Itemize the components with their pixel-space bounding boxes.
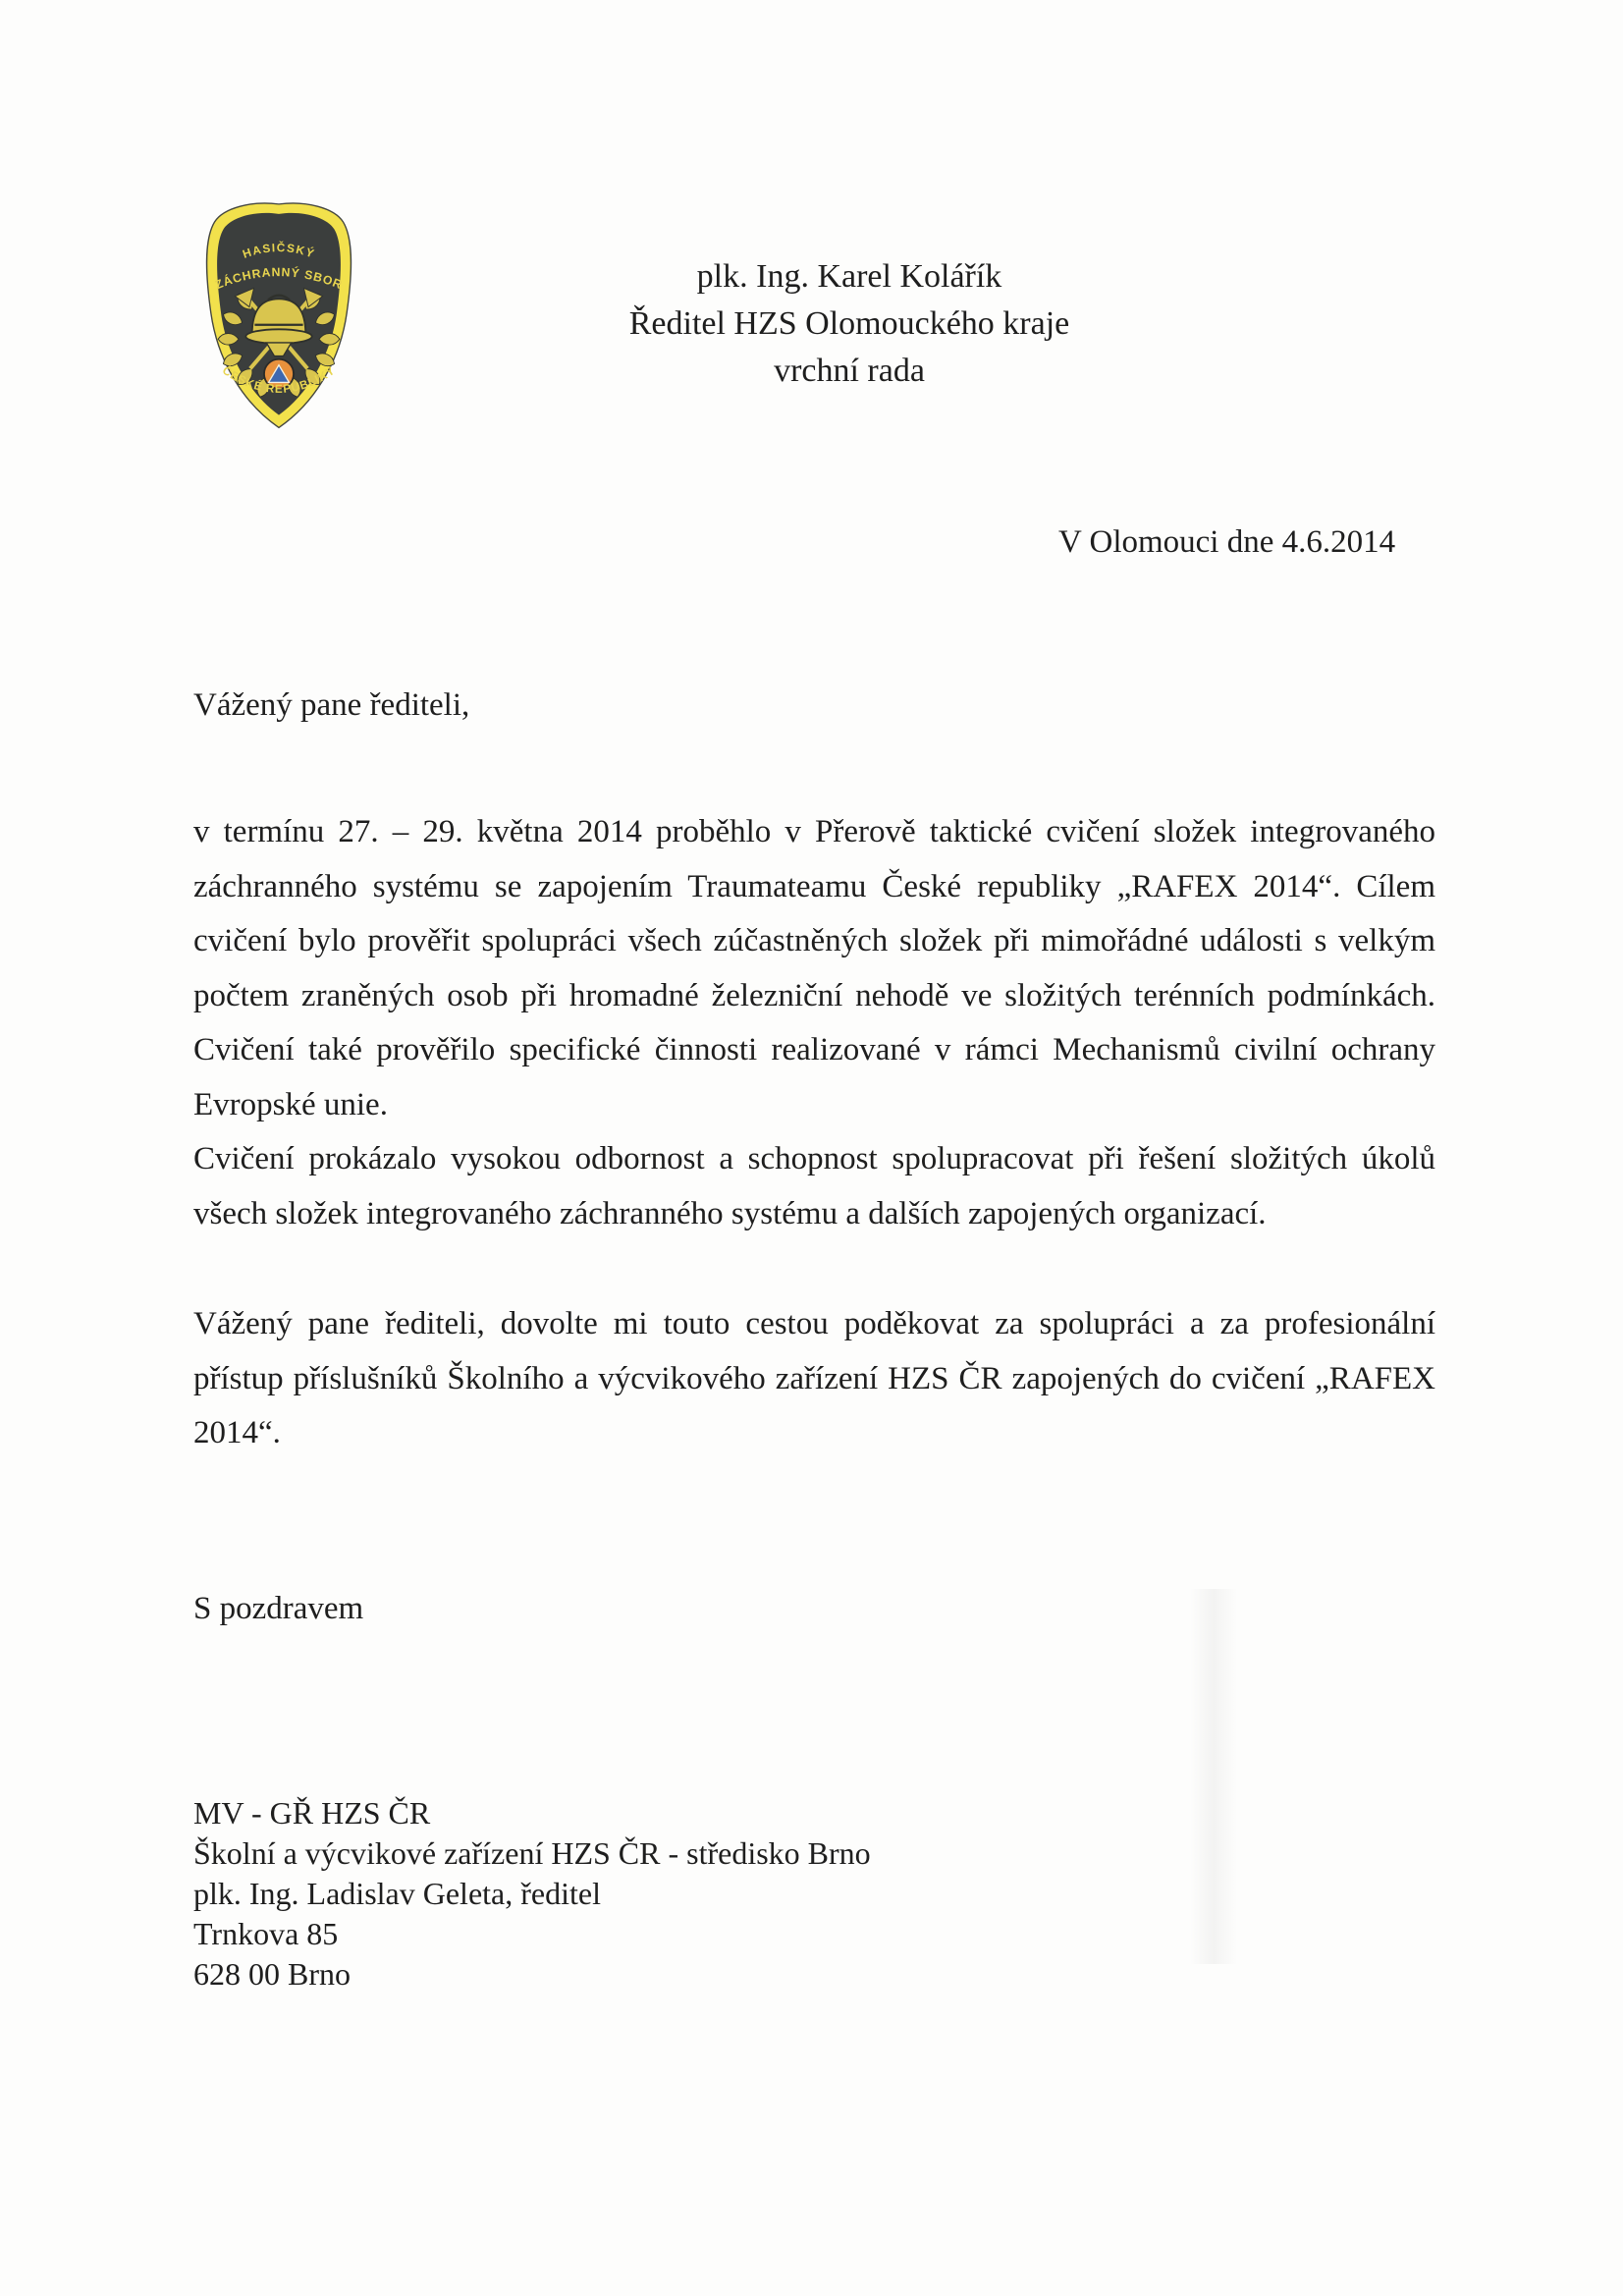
sender-title: Ředitel HZS Olomouckého kraje (628, 305, 1070, 342)
letter-body (193, 805, 1435, 1461)
logo-text-top2: ZÁCHRANNÝ SBOR (213, 265, 345, 293)
fire-rescue-shield-icon (189, 194, 368, 440)
paragraph-3: Vážený pane řediteli, dovolte mi touto cestou poděkovat za spolupráci a za profesionální přístup příslušníků Školního a výcvikového zařízení HZS ČR zapojených do cvičení „RAFEX 2014“. (193, 1306, 1435, 1450)
hzs-emblem-logo (189, 194, 368, 440)
recipient-line-org: MV - GŘ HZS ČR (193, 1795, 431, 1831)
recipient-line-person: plk. Ing. Ladislav Geleta, ředitel (193, 1876, 601, 1911)
recipient-block (193, 1793, 871, 1995)
salutation: Vážený pane řediteli, (193, 687, 470, 723)
closing: S pozdravem (193, 1591, 364, 1626)
recipient-line-unit: Školní a výcvikové zařízení HZS ČR - středisko Brno (193, 1835, 871, 1871)
logo-text-bottom: ČESKÉ REPUBLIKY (219, 362, 339, 396)
recipient-line-city: 628 00 Brno (193, 1956, 351, 1992)
sender-rank: vrchní rada (774, 353, 925, 389)
paragraph-2: Cvičení prokázalo vysokou odbornost a schopnost spolupracovat při řešení složitých úkolů všech složek integrovaného záchranného systému a dalších zapojených organizací. (193, 1141, 1435, 1231)
dateline: V Olomouci dne 4.6.2014 (1058, 524, 1396, 560)
recipient-line-street: Trnkova 85 (193, 1916, 339, 1951)
sender-name: plk. Ing. Karel Kolářík (696, 258, 1002, 295)
sender-header (511, 253, 1188, 395)
paragraph-1: v termínu 27. – 29. května 2014 proběhlo v Přerově taktické cvičení složek integrovaného záchranného systému se zapojením Traumateamu České republiky „RAFEX 2014“. Cílem cvičení bylo prověřit spolupráci všech zúčastněných složek při mimořádné události s velkým počtem zraněných osob při hromadné železniční nehodě ve složitých terénních podmínkách. Cvičení také prověřilo specifické činnosti realizované v rámci Mechanismů civilní ochrany Evropské unie. (193, 814, 1435, 1122)
scan-artifact (1190, 1589, 1237, 1964)
logo-text-top1: HASIČSKÝ (241, 241, 317, 261)
